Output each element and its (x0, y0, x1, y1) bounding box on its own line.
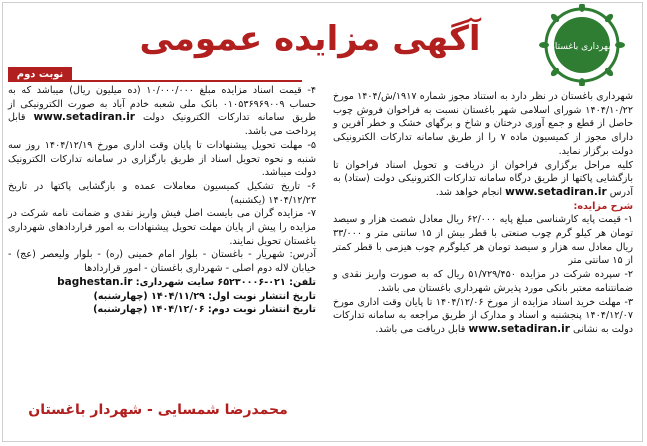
term-3 (333, 296, 633, 337)
phone-prefix: تلفن: ۰۲۱-۶۵۲۳۰۰۰۶ سایت شهرداری: (135, 276, 316, 288)
round-divider (72, 80, 302, 82)
right-column (333, 90, 633, 337)
page-title: آگهی مزایده عمومی (139, 19, 481, 59)
setadiran-link[interactable]: www.setadiran.ir (33, 111, 135, 124)
setadiran-link[interactable]: www.setadiran.ir (505, 185, 607, 198)
intro-paragraph-2 (333, 159, 633, 200)
round-badge: نوبت دوم (8, 67, 72, 82)
address: آدرس: شهریار - باغستان - بلوار امام خمینی (ره) - بلوار ولیعصر (عج) - خیابان لاله دوم اصلی - شهرداری باغستان - امور قراردادها (8, 249, 316, 275)
term-2: ۲- سپرده شرکت در مزایده ۵۱/۷۲۹/۴۵۰ ریال که به صورت واریز نقدی و ضمانتنامه معتبر بانکی مورد پذیرش شهرداری باغستان می باشد. (333, 269, 634, 294)
term3-prefix: ۳- مهلت خرید اسناد مزایده از مورخ ۱۴۰۴/۱۲/۰۶ تا پایان وقت اداری مورخ ۱۴۰۴/۱۲/۰۷ پنجشنبه و اسناد و مدارک از طریق مراجعه به سامانه تدارکات دولت به نشانی (333, 296, 633, 335)
intro-paragraph: شهرداری باغستان در نظر دارد به استناد مجوز شماره ۱۹۱۷/ش/۱۴۰۴ مورخ ۱۴۰۴/۱۰/۲۲ شورای اسلامی شهر باغستان نسبت به فراخوان فروش چوب حاصل از قطع و جمع آوری درختان و شاخ و برگهای خشک و خطر آفرین و دارای مجوز از کمیسیون ماده ۷ را از طریق سامانه تدارکات الکترونیکی دولت برگزار نماید. (333, 91, 633, 157)
term4-prefix: ۴- قیمت اسناد مزایده مبلغ ۱۰/۰۰۰/۰۰۰ (ده میلیون ریال) میباشد که به حساب ۰۱۰۵۳۶۹۶۹۰۰۹ بانک ملی شعبه خادم آباد به صورت الکترونیکی از طریق سامانه تدارکات الکترونیک دولت (8, 85, 317, 124)
municipality-logo (535, 4, 629, 86)
term3-suffix: قابل دریافت می باشد. (375, 323, 466, 335)
term-5: ۵- مهلت تحویل پیشنهادات تا پایان وقت اداری مورخ ۱۴۰۴/۱۲/۱۹ روز سه شنبه و نحوه تحویل اسناد از طریق بارگزاری در سامانه تدارکات الکترونیک دولت میباشد. (8, 139, 316, 179)
baghestan-link[interactable]: baghestan.ir (57, 275, 133, 288)
setadiran-link[interactable]: www.setadiran.ir (468, 322, 570, 335)
logo-text: شهرداری باغستان (548, 42, 616, 52)
term4-suffix: قابل پرداخت می باشد. (8, 112, 316, 138)
signature: محمدرضا شمسایی - شهردار باغستان (28, 402, 288, 418)
term-7: ۷- مزایده گران می بایست اصل فیش واریز نقدی و ضمانت نامه شرکت در مزایده را پیش از پایان مهلت تحویل پیشنهادات به امور قراردادهای شهرداری باغستان تحویل نمایند. (8, 208, 316, 247)
second-publication-date: تاریخ انتشار نوبت دوم: ۱۴۰۴/۱۲/۰۶ (چهارشنبه) (93, 304, 316, 316)
term-6: ۶- تاریخ تشکیل کمیسیون معاملات عمده و بازگشایی پاکتها در تاریخ ۱۴۰۴/۱۲/۲۳ (یکشنبه) (8, 180, 316, 206)
intro2-suffix: انجام خواهد شد. (435, 186, 503, 198)
terms-heading: شرح مزایده: (573, 200, 633, 212)
phone-line (8, 276, 316, 290)
left-column (8, 84, 316, 317)
first-publication-date: تاریخ انتشار نوبت اول: ۱۴۰۴/۱۱/۲۹ (چهارشنبه) (93, 290, 316, 302)
intro2-prefix: کلیه مراحل برگزاری فراخوان از دریافت و تحویل اسناد فراخوان تا بازگشایی پاکتها از طریق درگاه سامانه تدارکات الکترونیکی دولت (ستاد) به آدرس (333, 159, 633, 198)
term-4 (8, 84, 316, 139)
term-1: ۱- قیمت پایه کارشناسی مبلغ پایه ۶۲/۰۰۰ ریال معادل شصت هزار و سیصد تومان هر کیلو گرم چوب صنعتی با قطر بیش از ۱۵ سانتی متر و ۳۳/۰۰۰ ریال معادل سه هزار و سیصد تومان هر کیلوگرم چوب هیزمی با قطر کمتر از ۱۵ سانتی متر (333, 214, 634, 267)
